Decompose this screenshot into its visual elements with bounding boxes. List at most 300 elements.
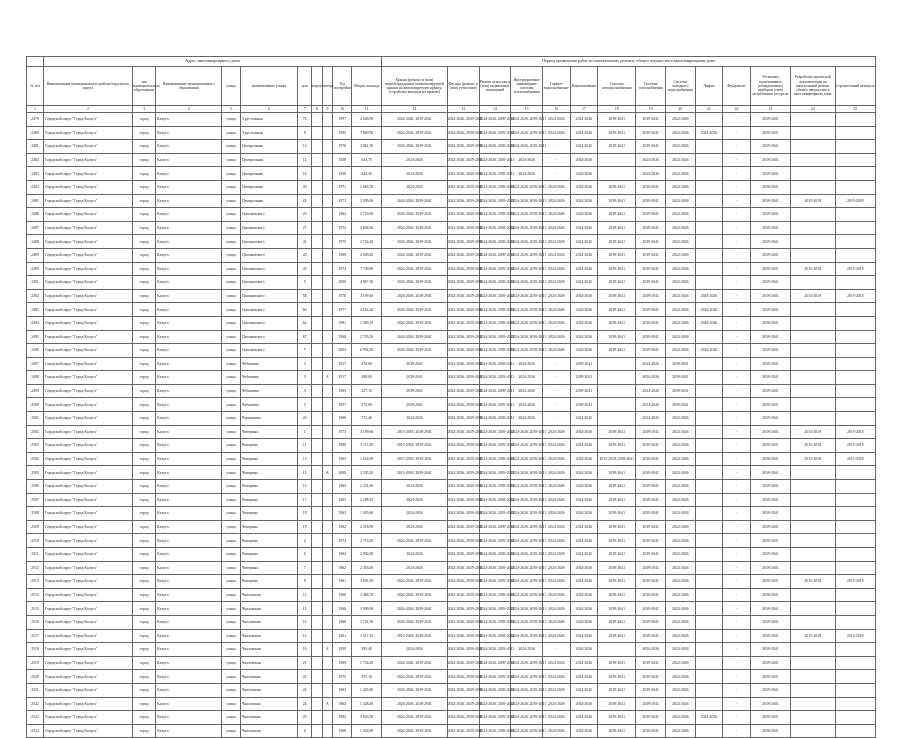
table-cell: 2514 [27,588,44,602]
table-cell [312,303,323,317]
table-row [27,439,876,453]
table-cell [322,398,333,412]
table-cell: 2024-2026, 2039-2041 [511,113,543,127]
table-cell: улица [221,153,240,167]
table-cell: 2039-2041 [750,615,790,629]
table-cell [835,480,875,494]
table-cell [695,588,723,602]
table-cell: 2024-2026 [382,520,448,534]
table-cell: - [723,113,751,127]
table-cell: 2 [298,534,312,548]
table-cell: город [132,330,155,344]
table-cell: 2000 [333,466,352,480]
table-cell [835,180,875,194]
table-cell [312,629,323,643]
table-cell: 2039-2041 [636,303,666,317]
table-cell: - [723,507,751,521]
table-row [27,113,876,127]
table-cell: Циолковского [241,330,298,344]
table-cell: 4 054,20 [352,303,382,317]
table-cell [322,208,333,222]
table-cell: 2024-2026 [511,153,543,167]
table-cell: 2015-2018 [791,425,836,439]
table-cell [312,276,323,290]
table-cell: 2039-2041 [598,711,636,725]
table-cell: 2024-2026 [570,507,598,521]
column-number: 22 [723,106,751,113]
table-cell: 2024-2026 [570,588,598,602]
table-cell: улица [221,330,240,344]
table-cell: 2024-2026 [665,316,695,330]
table-cell: город [132,724,155,738]
table-cell [312,398,323,412]
table-cell: 2024-2026 [570,534,598,548]
table-cell: 3 466,70 [352,588,382,602]
table-cell: Чичерина [241,507,298,521]
table-cell [312,548,323,562]
table-cell [322,629,333,643]
table-cell: город [132,126,155,140]
table-cell: 4 [298,384,312,398]
table-cell: 2039-2041 [750,493,790,507]
table-cell [695,452,723,466]
table-cell: 1969 [333,656,352,670]
table-cell: 2024-2026 [543,316,571,330]
table-cell [835,534,875,548]
table-cell: Городской округ "Город Калуга" [43,711,132,725]
table-cell: 2024-2026, 2039-2041 [511,344,543,358]
table-cell: 1957 [333,398,352,412]
table-cell: 2024-2026 [665,330,695,344]
table-cell [322,113,333,127]
table-cell: - [723,262,751,276]
table-cell: 2039-2041 [750,153,790,167]
table-cell: - [723,398,751,412]
table-cell: 2024-2026 [570,711,598,725]
table-cell: 2039-2041 [598,615,636,629]
table-cell: Городской округ "Город Калуга" [43,140,132,154]
table-cell: - [543,398,571,412]
table-cell: 2024-2026 [543,697,571,711]
table-cell [322,303,333,317]
table-cell [791,330,836,344]
table-cell: город [132,425,155,439]
table-cell: 2039-2041 [598,235,636,249]
table-cell: 2024-2026, 2039-2041 [511,670,543,684]
table-cell: 227,10 [352,384,382,398]
table-cell: город [132,398,155,412]
table-cell: Городской округ "Город Калуга" [43,180,132,194]
table-cell: А [322,697,333,711]
table-cell: 2024-2026 [543,520,571,534]
column-header: Горячее водоснабжение [543,67,571,106]
table-cell [312,711,323,725]
table-cell: 2039-2041 [598,344,636,358]
table-cell: 13 [298,140,312,154]
table-cell: Чкаловская [241,588,298,602]
table-cell: 14 [298,153,312,167]
table-cell: Городской округ "Город Калуга" [43,344,132,358]
table-cell: - [723,344,751,358]
table-cell: 2024-2026 [511,412,543,426]
table-cell: Чичерина [241,466,298,480]
table-cell: 1958 [333,167,352,181]
table-cell: 2024-2026, 2039-2041 [479,670,511,684]
table-cell: 43 [298,248,312,262]
table-cell: 2024-2026, 2039-2041 [511,480,543,494]
table-cell: 2024-2026, 2039-2041 [511,602,543,616]
table-cell [835,548,875,562]
table-cell: Чичерина [241,575,298,589]
table-cell: 2015-2018 [791,194,836,208]
table-cell: - [723,656,751,670]
table-cell [791,248,836,262]
table-cell: Циолковского [241,221,298,235]
table-cell: 2024-2026 [382,412,448,426]
table-cell: 3 861,50 [352,140,382,154]
table-cell: 7 [298,561,312,575]
table-cell [791,344,836,358]
table-cell: 2024-2026, 2039-2041 [479,534,511,548]
table-cell: 2024-2026 [570,153,598,167]
table-cell: 2015-2018, 2039-2041 [598,452,636,466]
table-cell [695,194,723,208]
table-cell: - [723,452,751,466]
table-cell: 1917 [333,371,352,385]
table-cell: Городской округ "Город Калуга" [43,153,132,167]
table-cell: 2024-2026, 2039-2041 [511,439,543,453]
table-cell: 2039-2041 [636,221,666,235]
table-cell: 2024-2026, 2039-2041 [447,412,479,426]
table-cell: 1 734,20 [352,656,382,670]
table-cell: улица [221,126,240,140]
table-cell: 62 [298,316,312,330]
table-cell [322,167,333,181]
table-cell: 2024-2026, 2039-2041 [479,167,511,181]
table-cell: город [132,507,155,521]
table-cell: 2024-2026 [382,153,448,167]
table-cell [322,344,333,358]
table-cell: 1966 [333,588,352,602]
table-cell: - [723,643,751,657]
table-cell: 1973 [333,194,352,208]
table-cell: Чичерина [241,480,298,494]
table-cell: улица [221,208,240,222]
table-cell: 2024-2026, 2039-2041 [447,602,479,616]
table-cell [791,656,836,670]
table-cell: - [543,643,571,657]
table-cell [312,439,323,453]
table-cell: 2039-2041 [636,588,666,602]
table-cell: Чебышева [241,371,298,385]
table-cell: 2024-2026, 2039-2041 [479,629,511,643]
table-cell: 2024-2026, 2039-2041 [382,656,448,670]
table-cell: 2024-2026, 2039-2041 [479,398,511,412]
table-cell: город [132,344,155,358]
table-cell: 3 199,60 [352,425,382,439]
table-cell [835,248,875,262]
table-cell [312,167,323,181]
table-cell: 3 741,50 [352,615,382,629]
table-cell: 2039-2041 [636,289,666,303]
table-cell: 1976 [333,289,352,303]
table-cell: 15 [298,629,312,643]
table-cell: 2039-2041 [665,357,695,371]
table-cell: 2039-2041 [750,330,790,344]
table-cell [322,683,333,697]
column-number: 8 [312,106,323,113]
table-cell: 2024-2026 [382,480,448,494]
table-cell: 2039-2041 [636,480,666,494]
table-cell: 1962 [333,561,352,575]
table-cell: 2024-2026, 2039-2041 [511,221,543,235]
table-cell: 2024-2026 [636,412,666,426]
table-cell: 3 111,00 [352,439,382,453]
table-cell: 2520 [27,670,44,684]
table-cell: 2039-2041 [598,561,636,575]
table-cell: 2015-2018, 2039-2041 [382,466,448,480]
table-cell: Центральная [241,140,298,154]
table-cell: 2490 [27,262,44,276]
table-cell: 2024-2026 [665,520,695,534]
table-row [27,520,876,534]
table-cell: 2024-2026, 2039-2041 [447,330,479,344]
table-cell: 2521 [27,683,44,697]
table-cell: 2039-2041 [636,425,666,439]
table-cell: 2024-2026, 2039-2041 [447,452,479,466]
table-cell: 2024-2026, 2039-2041 [382,194,448,208]
column-header: Установка коллективных (общедомовых) приборов учета потребления ресурсов [750,67,790,106]
table-cell: 2024-2026, 2039-2041 [447,167,479,181]
table-cell: 24 [298,697,312,711]
table-cell [322,480,333,494]
table-cell: 2024-2026 [665,615,695,629]
table-cell: 2024-2026 [570,561,598,575]
table-cell: 2015-2018 [835,425,875,439]
table-cell: 2024-2026, 2039-2041 [447,629,479,643]
table-cell: 2039-2041 [636,711,666,725]
table-cell: 2024-2026, 2039-2041 [447,480,479,494]
table-cell: 2024-2026 [543,425,571,439]
table-cell: 2024-2026, 2039-2041 [479,289,511,303]
table-cell: 14 [298,615,312,629]
table-cell [695,561,723,575]
table-cell [695,602,723,616]
column-number: 4 [156,106,222,113]
table-cell: 2039-2041 [382,371,448,385]
table-cell [695,493,723,507]
column-number: 15 [511,106,543,113]
table-row [27,344,876,358]
table-cell: 2024-2026, 2039-2041 [447,371,479,385]
table-cell: Городской округ "Город Калуга" [43,371,132,385]
table-cell: улица [221,629,240,643]
table-cell: 2039-2041 [750,656,790,670]
table-cell: 2024-2026 [570,452,598,466]
table-cell: улица [221,140,240,154]
table-cell: 2039-2041 [636,697,666,711]
table-cell: 2024-2026 [570,724,598,738]
table-cell: 2024-2026 [543,126,571,140]
table-cell [322,561,333,575]
table-cell: 2024-2026, 2039-2041 [382,235,448,249]
table-cell: 2024-2026 [665,466,695,480]
table-cell: улица [221,534,240,548]
table-cell: 2523 [27,711,44,725]
table-cell [835,520,875,534]
table-cell: 2024-2026, 2039-2041 [479,643,511,657]
column-number: 24 [791,106,836,113]
table-cell: - [723,534,751,548]
table-cell: город [132,439,155,453]
table-cell: Чичерина [241,452,298,466]
table-cell: 2024-2026, 2039-2041 [511,330,543,344]
table-cell: Городской округ "Город Калуга" [43,221,132,235]
table-cell: 4 849,20 [352,248,382,262]
table-cell: 2024-2026, 2039-2041 [447,643,479,657]
table-cell: город [132,683,155,697]
table-cell: 21 [298,656,312,670]
table-cell: 2024-2026 [543,439,571,453]
table-cell: Чичерина [241,548,298,562]
table-cell: 2024-2026, 2039-2041 [382,588,448,602]
table-cell: Калуга [156,575,222,589]
table-cell: 2024-2026, 2039-2041 [511,615,543,629]
table-cell: улица [221,588,240,602]
table-cell: 2039-2041 [750,683,790,697]
table-row [27,412,876,426]
table-cell: 2024-2026, 2039-2041 [382,221,448,235]
table-cell: 2024-2026, 2039-2041 [511,493,543,507]
table-cell: - [723,561,751,575]
table-cell: 2039-2041 [636,670,666,684]
table-cell: 2024-2026 [665,180,695,194]
table-cell: 2024-2026 [665,221,695,235]
table-cell: Калуга [156,480,222,494]
column-header: Разработка проектной документации на капитальный ремонт общего имущества в многоквартирном доме [791,67,836,106]
table-cell: 1966 [333,412,352,426]
table-cell: 1 434,90 [352,724,382,738]
table-cell: 2024-2026 [570,316,598,330]
table-cell: город [132,561,155,575]
table-cell: 2509 [27,520,44,534]
table-cell: 2024-2026 [570,643,598,657]
table-cell: 1973 [333,425,352,439]
table-cell [695,180,723,194]
table-row [27,670,876,684]
table-cell [695,208,723,222]
table-cell: Городской округ "Город Калуга" [43,561,132,575]
table-cell [322,670,333,684]
table-cell: - [723,439,751,453]
table-cell: - [723,289,751,303]
table-cell: 23 [298,208,312,222]
table-cell: Чичерина [241,439,298,453]
table-cell: 2039-2041 [598,683,636,697]
table-cell: 2024-2026, 2039-2041 [479,656,511,670]
table-cell: 2024-2026 [543,480,571,494]
table-cell: 2024-2026 [543,113,571,127]
table-cell: 2024-2026, 2039-2041 [447,235,479,249]
table-cell: 2024-2026 [665,683,695,697]
table-cell [695,507,723,521]
table-cell: 2039-2041 [570,398,598,412]
table-cell: 6 [298,724,312,738]
table-cell: 2039-2041 [636,208,666,222]
table-cell [695,153,723,167]
table-cell: Циолковского [241,303,298,317]
table-cell: 2024-2026 [570,194,598,208]
table-cell [791,683,836,697]
table-cell: Городской округ "Город Калуга" [43,330,132,344]
table-cell: Калуга [156,180,222,194]
table-cell: город [132,384,155,398]
table-cell: 2507 [27,493,44,507]
table-row [27,452,876,466]
table-cell: 2497 [27,357,44,371]
table-cell: 2024-2026, 2039-2041 [479,697,511,711]
table-cell: 2024-2026 [382,167,448,181]
table-cell [791,724,836,738]
table-cell: улица [221,466,240,480]
table-cell: 2039-2041 [598,303,636,317]
table-cell: 2039-2041 [750,697,790,711]
table-cell: 1 [298,425,312,439]
table-row [27,208,876,222]
table-cell: 2024-2026, 2039-2041 [479,140,511,154]
column-header: Внутридомовые инженерные системы теплоснабжения [511,67,543,106]
table-cell: 2039-2041 [665,371,695,385]
table-cell: Городской округ "Город Калуга" [43,276,132,290]
table-cell [695,629,723,643]
table-cell: 2024-2026, 2039-2041 [447,466,479,480]
table-cell: 2496 [27,344,44,358]
table-cell: 2487 [27,221,44,235]
table-cell: 2510 [27,534,44,548]
table-cell: 2024-2026 [665,153,695,167]
table-cell: 2024-2026 [543,262,571,276]
table-cell: 2024-2026, 2039-2041 [447,208,479,222]
table-cell: 2024-2026, 2039-2041 [511,575,543,589]
table-cell: 2039-2041 [750,575,790,589]
table-cell: 2039-2041 [382,357,448,371]
table-cell: 2039-2041 [598,126,636,140]
table-cell: Калуга [156,561,222,575]
table-cell: 2024-2026 [695,303,723,317]
table-cell: 3 399,00 [352,602,382,616]
table-cell [695,140,723,154]
table-row [27,289,876,303]
table-cell: 2039-2041 [636,452,666,466]
table-cell [312,384,323,398]
table-cell: 2015-2018 [791,629,836,643]
column-header: Общая площадь [352,67,382,106]
table-cell: улица [221,493,240,507]
table-cell: - [543,371,571,385]
table-cell [322,520,333,534]
table-row [27,466,876,480]
table-cell: 2 331,60 [352,480,382,494]
table-cell [598,643,636,657]
table-cell: 2024-2026, 2039-2041 [511,629,543,643]
table-cell: 2024-2026, 2039-2041 [479,384,511,398]
table-row [27,221,876,235]
table-cell: город [132,534,155,548]
table-cell [312,602,323,616]
table-cell: 2039-2041 [598,262,636,276]
table-cell: 2039-2041 [598,425,636,439]
table-cell: Калуга [156,683,222,697]
